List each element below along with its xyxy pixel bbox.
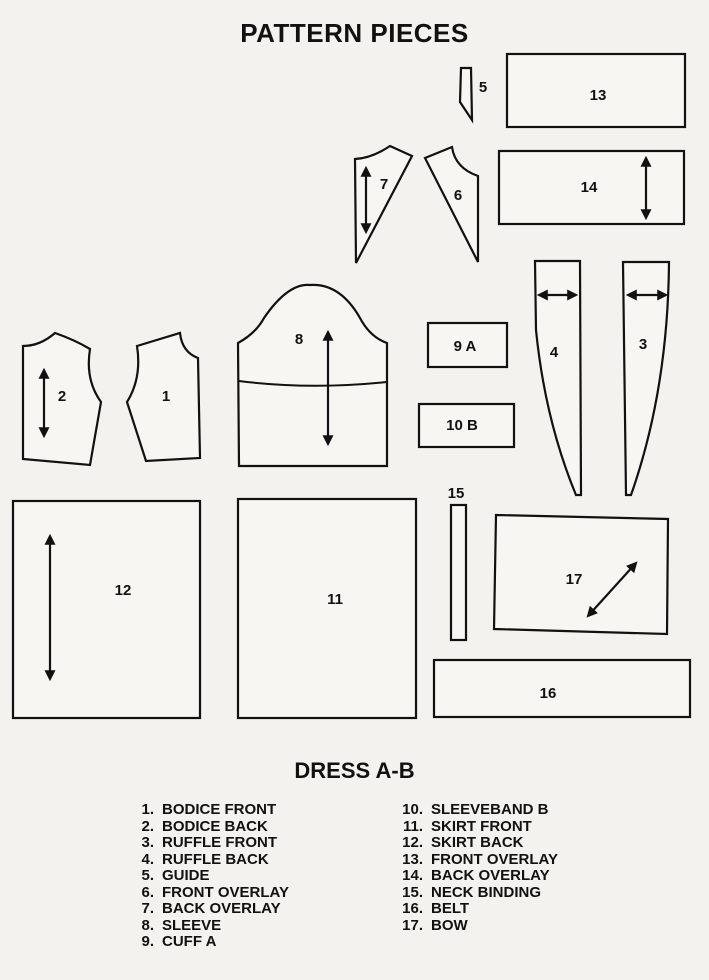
piece-label-1: 1 bbox=[161, 388, 171, 405]
piece-15-neck-binding bbox=[448, 485, 466, 640]
piece-2-bodice-back bbox=[23, 333, 101, 465]
dress-subtitle: DRESS A-B bbox=[294, 758, 415, 783]
legend-item: 11. SKIRT FRONT bbox=[402, 817, 532, 835]
legend-item: 12. SKIRT BACK bbox=[402, 834, 524, 851]
legend-item: 9. CUFF A bbox=[141, 933, 217, 950]
legend-list-left bbox=[136, 802, 289, 951]
piece-label-8: 8 bbox=[294, 331, 304, 348]
piece-4-ruffle-back bbox=[535, 261, 581, 495]
legend-item: 16. BELT bbox=[402, 900, 470, 917]
piece-label-10b: 10 B bbox=[446, 417, 478, 434]
piece-8-sleeve bbox=[238, 285, 387, 466]
legend-item: 5. GUIDE bbox=[141, 867, 210, 884]
piece-1-bodice-front bbox=[127, 333, 200, 461]
legend-item: 10. SLEEVEBAND B bbox=[402, 801, 549, 818]
piece-11-skirt-front bbox=[238, 499, 416, 718]
piece-label-6: 6 bbox=[453, 187, 463, 204]
piece-label-16: 16 bbox=[539, 685, 557, 702]
piece-label-12: 12 bbox=[114, 582, 132, 599]
piece-label-3: 3 bbox=[638, 336, 648, 353]
legend-item: 7. BACK OVERLAY bbox=[141, 900, 281, 917]
legend-item: 14. BACK OVERLAY bbox=[402, 867, 550, 884]
piece-6-front-overlay bbox=[425, 147, 478, 262]
piece-13-front-overlay bbox=[507, 54, 685, 127]
legend-item: 8. SLEEVE bbox=[141, 916, 222, 934]
piece-14-back-overlay bbox=[499, 151, 684, 224]
piece-label-4: 4 bbox=[549, 344, 559, 361]
legend-item: 2. BODICE BACK bbox=[141, 817, 268, 835]
legend-item: 1. BODICE FRONT bbox=[141, 801, 277, 818]
piece-16-belt bbox=[434, 660, 690, 717]
piece-label-13: 13 bbox=[589, 87, 607, 104]
piece-label-17: 17 bbox=[565, 571, 583, 588]
piece-label-14: 14 bbox=[580, 179, 598, 196]
piece-label-5: 5 bbox=[478, 79, 488, 96]
piece-7-back-overlay bbox=[355, 146, 412, 263]
piece-label-9a: 9 A bbox=[453, 338, 477, 355]
piece-10b-sleeveband bbox=[419, 404, 514, 447]
legend-item: 6. FRONT OVERLAY bbox=[141, 883, 289, 901]
piece-5-guide bbox=[460, 68, 487, 120]
piece-9a-cuff bbox=[428, 323, 507, 367]
piece-17-bow bbox=[494, 515, 668, 634]
page-title: PATTERN PIECES bbox=[240, 18, 469, 48]
legend-list-right bbox=[397, 802, 558, 934]
piece-3-ruffle-front bbox=[623, 262, 669, 495]
piece-label-7: 7 bbox=[379, 176, 389, 193]
piece-label-15: 15 bbox=[447, 485, 465, 502]
legend-item: 15. NECK BINDING bbox=[402, 883, 542, 901]
legend-item: 4. RUFFLE BACK bbox=[141, 850, 269, 868]
piece-12-skirt-back bbox=[13, 501, 200, 718]
piece-label-2: 2 bbox=[57, 388, 67, 405]
legend-item: 3. RUFFLE FRONT bbox=[141, 834, 277, 851]
legend-item: 17. BOW bbox=[402, 916, 468, 934]
piece-label-11: 11 bbox=[327, 591, 343, 608]
legend-item: 13. FRONT OVERLAY bbox=[402, 850, 558, 868]
